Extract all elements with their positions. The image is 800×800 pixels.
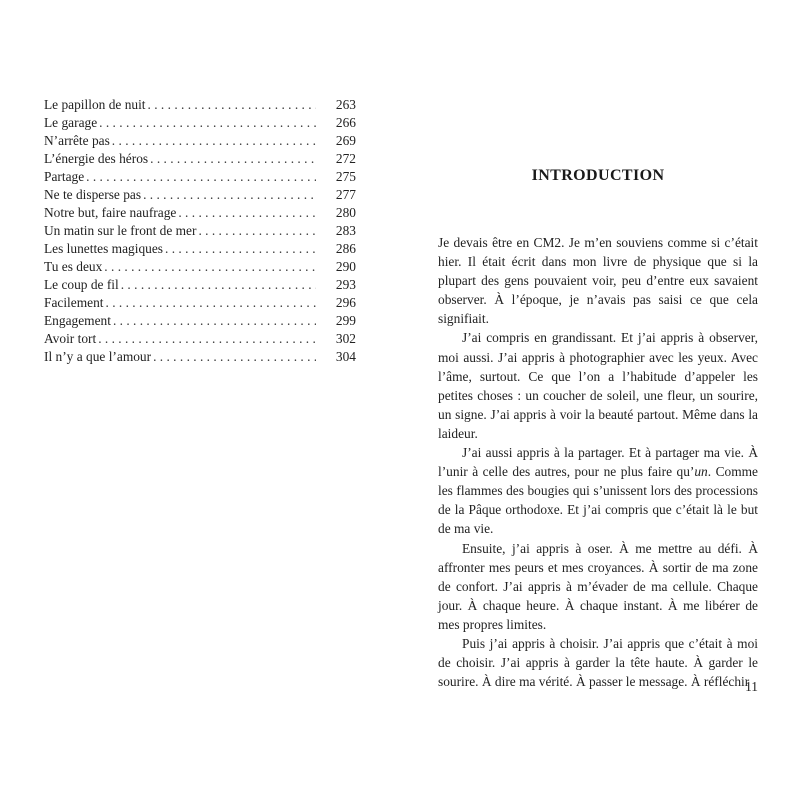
toc-entry-title: Un matin sur le front de mer <box>44 223 197 238</box>
toc-entry <box>44 258 356 276</box>
toc-entry-page: 296 <box>335 295 356 310</box>
page-number: 11 <box>745 679 758 694</box>
toc-entry-page: 299 <box>335 313 356 328</box>
toc-entry <box>44 294 356 312</box>
toc-entry-title: Facilement <box>44 295 104 310</box>
toc-dot-leader <box>98 330 316 348</box>
toc-entry-page: 302 <box>335 331 356 346</box>
paragraph: Puis j’ai appris à choisir. J’ai appris que c’était à moi de choisir. J’ai appris à garder la tête haute. À garder le sourire. À dire ma vérité. À passer le message. À réfléchir <box>438 635 758 690</box>
chapter-body <box>438 233 758 691</box>
toc-entry <box>44 348 356 366</box>
toc-entry <box>44 312 356 330</box>
toc-entry <box>44 168 356 186</box>
toc-dot-leader <box>104 258 316 276</box>
toc-entry-page: 275 <box>335 169 356 184</box>
toc-dot-leader <box>113 312 316 330</box>
toc-entry <box>44 276 356 294</box>
toc-entry-page: 304 <box>335 349 356 364</box>
paragraph: J’ai aussi appris à la partager. Et à partager ma vie. À l’unir à celle des autres, pour ne plus faire qu’un. Comme les flammes des bougies qui s’unissent lors des processions de la Pâque orthodoxe. Et j’ai compris que c’était là le but de ma vie. <box>438 445 758 537</box>
toc-entry-title: Partage <box>44 169 85 184</box>
table-of-contents <box>44 96 356 366</box>
toc-entry-title: N’arrête pas <box>44 133 110 148</box>
paragraph: Je devais être en CM2. Je m’en souviens comme si c’était hier. Il était écrit dans mon livre de physique que si la plupart des gens pouvaient voir, peu d’entre eux savaient observer. À l’époque, je n’avais pas saisi ce que cela signifiait. <box>438 235 758 327</box>
toc-entry <box>44 222 356 240</box>
toc-dot-leader <box>143 186 316 204</box>
toc-entry-page: 290 <box>335 259 356 274</box>
paragraph: J’ai compris en grandissant. Et j’ai appris à observer, moi aussi. J’ai appris à photographier avec les yeux. Avec l’âme, surtout. Ce que l’on a l’habitude d’appeler les petites choses : un coucher de soleil, une fleur, un sourire, un signe. J’ai appris à voir la beauté partout. Même dans la laideur. <box>438 330 758 441</box>
toc-entry-title: Avoir tort <box>44 331 97 346</box>
toc-entry-page: 277 <box>335 187 356 202</box>
toc-entry <box>44 132 356 150</box>
toc-dot-leader <box>150 150 316 168</box>
toc-entry-page: 293 <box>335 277 356 292</box>
toc-entry-title: Le garage <box>44 115 98 130</box>
chapter-heading: INTRODUCTION <box>531 167 665 184</box>
toc-dot-leader <box>106 294 317 312</box>
toc-entry-title: L’énergie des héros <box>44 151 149 166</box>
toc-dot-leader <box>99 114 316 132</box>
toc-dot-leader <box>165 240 316 258</box>
emphasis: un <box>694 464 708 480</box>
toc-dot-leader <box>198 222 316 240</box>
toc-entry-title: Il n’y a que l’amour <box>44 349 152 364</box>
toc-entry-title: Engagement <box>44 313 111 328</box>
toc-dot-leader <box>86 168 316 186</box>
toc-entry-title: Tu es deux <box>44 259 103 274</box>
toc-dot-leader <box>178 204 316 222</box>
toc-entry-title: Les lunettes magiques <box>44 241 163 256</box>
toc-entry <box>44 204 356 222</box>
paragraph: Ensuite, j’ai appris à oser. À me mettre au défi. À affronter mes peurs et mes croyances. À sortir de ma zone de confort. J’ai appris à m’évader de ma cellule. Chaque jour. À chaque heure. À chaque instant. À me libérer de mes propres limites. <box>438 540 758 632</box>
toc-entry-page: 266 <box>335 115 356 130</box>
toc-dot-leader <box>121 276 316 294</box>
toc-entry-page: 272 <box>335 151 356 166</box>
toc-entry <box>44 186 356 204</box>
toc-entry-title: Le coup de fil <box>44 277 119 292</box>
toc-entry-title: Le papillon de nuit <box>44 97 146 112</box>
toc-entry-title: Ne te disperse pas <box>44 187 142 202</box>
toc-entry <box>44 114 356 132</box>
toc-entry <box>44 240 356 258</box>
toc-entry <box>44 150 356 168</box>
toc-entry-page: 280 <box>335 205 356 220</box>
toc-entry-page: 269 <box>335 133 356 148</box>
toc-entry-title: Notre but, faire naufrage <box>44 205 177 220</box>
toc-entry <box>44 330 356 348</box>
toc-entry-page: 286 <box>335 241 356 256</box>
toc-dot-leader <box>148 96 316 114</box>
toc-entry <box>44 96 356 114</box>
toc-dot-leader <box>153 348 316 366</box>
toc-entry-page: 283 <box>335 223 356 238</box>
toc-entry-page: 263 <box>335 97 356 112</box>
toc-dot-leader <box>112 132 316 150</box>
